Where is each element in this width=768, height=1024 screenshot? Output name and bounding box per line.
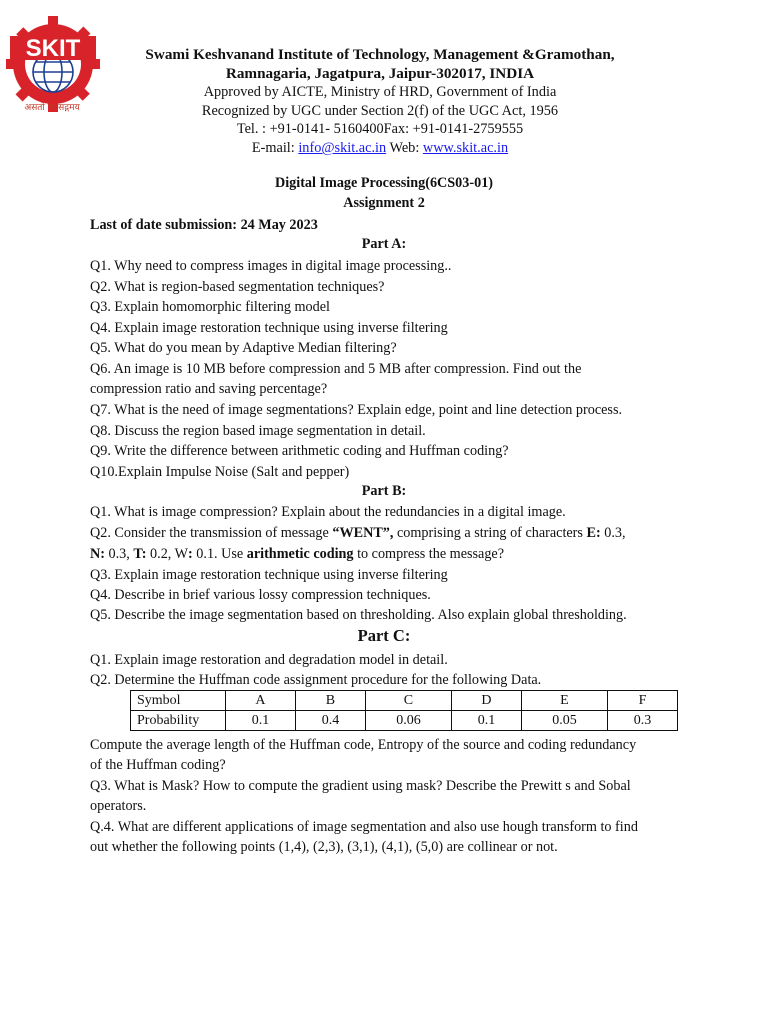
table-cell: F — [607, 691, 677, 711]
table-cell: E — [521, 691, 607, 711]
course-title: Digital Image Processing(6CS03-01) — [274, 175, 494, 191]
part-c-q2-compute-cont: of the Huffman coding? — [90, 757, 226, 773]
q2-text-g: 0.3, — [104, 546, 134, 562]
table-cell: 0.3 — [607, 711, 677, 731]
contact-email-web — [110, 139, 650, 158]
email-link[interactable]: info@skit.ac.in — [298, 139, 387, 156]
table-cell: C — [365, 691, 451, 711]
part-b-title: Part B: — [361, 483, 407, 499]
part-a-q5: Q5. What do you mean by Adaptive Median filtering? — [90, 340, 397, 356]
table-cell: 0.05 — [521, 711, 607, 731]
q2-arithmetic-coding: arithmetic coding — [246, 546, 354, 562]
table-row — [131, 711, 678, 731]
q2-text-a: Q2. Consider the transmission of message — [90, 525, 333, 541]
part-c-title: Part C: — [357, 626, 411, 645]
table-cell: 0.06 — [365, 711, 451, 731]
institute-address: Ramnagaria, Jagatpura, Jaipur-302017, INDIA — [225, 64, 535, 82]
institute-name: Swami Keshvanand Institute of Technology, Management &Gramothan, — [145, 46, 615, 63]
table-cell: Probability — [131, 711, 226, 731]
logo-text: SKIT — [25, 35, 81, 62]
table-cell: 0.1 — [451, 711, 521, 731]
q2-char-t: T: — [133, 546, 147, 562]
table-row — [131, 691, 678, 711]
part-b-q4: Q4. Describe in brief various lossy compression techniques. — [90, 587, 431, 603]
part-c-q4-cont: out whether the following points (1,4), (2,3), (3,1), (4,1), (5,0) are collinear or not. — [90, 839, 558, 855]
part-c-q1: Q1. Explain image restoration and degradation model in detail. — [90, 652, 448, 668]
contact-tel: Tel. : +91-0141- 5160400Fax: +91-0141-2759555 — [236, 121, 524, 138]
part-a-q4: Q4. Explain image restoration technique using inverse filtering — [90, 320, 448, 336]
q2-text-m: to compress the message? — [353, 546, 505, 562]
part-c-q2-compute: Compute the average length of the Huffman code, Entropy of the source and coding redundancy — [90, 737, 637, 753]
q2-char-e: E: — [586, 525, 601, 541]
table-cell: 0.1 — [226, 711, 296, 731]
q2-message-went: “WENT”, — [332, 525, 394, 541]
part-c-q2: Q2. Determine the Huffman code assignment procedure for the following Data. — [90, 672, 542, 688]
part-a-q3: Q3. Explain homomorphic filtering model — [90, 299, 330, 315]
part-b-q2 — [90, 524, 626, 542]
part-a-title: Part A: — [361, 236, 407, 252]
part-a-q9: Q9. Write the difference between arithmetic coding and Huffman coding? — [90, 443, 509, 459]
institute-header — [110, 46, 650, 158]
part-b-q5: Q5. Describe the image segmentation based on thresholding. Also explain global thresholding. — [90, 607, 627, 623]
part-a-q1: Q1. Why need to compress images in digital image processing.. — [90, 258, 452, 274]
part-c-q3: Q3. What is Mask? How to compute the gradient using mask? Describe the Prewitt s and Sobal — [90, 778, 631, 794]
part-b-q2-cont — [90, 545, 504, 563]
part-a-q2: Q2. What is region-based segmentation techniques? — [90, 279, 385, 295]
q2-char-n: N: — [90, 546, 105, 562]
q2-text-i: 0.2, W — [146, 546, 189, 562]
part-c-q4: Q.4. What are different applications of image segmentation and also use hough transform to find — [90, 819, 638, 835]
table-cell: A — [226, 691, 296, 711]
web-link[interactable]: www.skit.ac.in — [422, 139, 509, 156]
part-c-q3-cont: operators. — [90, 798, 147, 814]
q2-colon: : — [188, 546, 193, 562]
part-b-q1: Q1. What is image compression? Explain about the redundancies in a digital image. — [90, 504, 566, 520]
q2-text-c: comprising a string of characters — [393, 525, 587, 541]
part-a-q10: Q10.Explain Impulse Noise (Salt and pepper) — [90, 464, 350, 480]
web-label: Web: — [386, 139, 423, 156]
logo-motto: असतो मा सद्गमय — [24, 103, 80, 113]
part-a-q6: Q6. An image is 10 MB before compression and 5 MB after compression. Find out the — [90, 361, 582, 377]
table-cell: B — [295, 691, 365, 711]
part-a-q6-cont: compression ratio and saving percentage? — [90, 381, 328, 397]
recognition-line: Recognized by UGC under Section 2(f) of the UGC Act, 1956 — [201, 102, 559, 119]
table-cell: 0.4 — [295, 711, 365, 731]
submission-deadline: Last of date submission: 24 May 2023 — [90, 217, 318, 233]
email-label: E-mail: — [251, 139, 299, 156]
q2-text-k: 0.1. Use — [192, 546, 247, 562]
q2-text-e: 0.3, — [600, 525, 626, 541]
assignment-title: Assignment 2 — [343, 195, 425, 211]
part-a-q7: Q7. What is the need of image segmentations? Explain edge, point and line detection process. — [90, 402, 623, 418]
huffman-table — [130, 690, 678, 731]
approval-line: Approved by AICTE, Ministry of HRD, Government of India — [203, 84, 557, 101]
part-b-q3: Q3. Explain image restoration technique using inverse filtering — [90, 567, 448, 583]
table-cell: D — [451, 691, 521, 711]
table-cell: Symbol — [131, 691, 226, 711]
part-a-q8: Q8. Discuss the region based image segmentation in detail. — [90, 423, 426, 439]
